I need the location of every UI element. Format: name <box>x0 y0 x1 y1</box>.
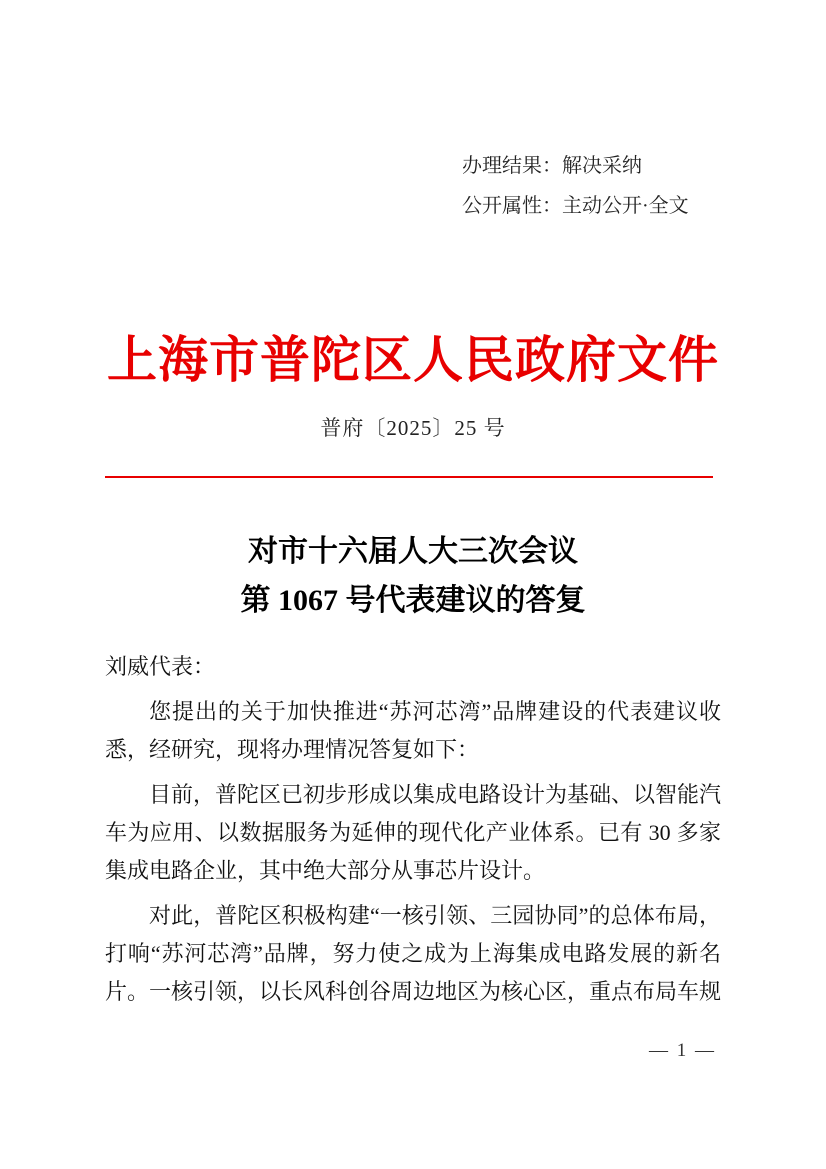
document-title-line2: 第 1067 号代表建议的答复 <box>240 584 586 617</box>
body-paragraph: 目前，普陀区已初步形成以集成电路设计为基础、以智能汽车为应用、以数据服务为延伸的现代化产业体系。已有 30 多家集成电路企业，其中绝大部分从事芯片设计。 <box>105 782 722 883</box>
body-paragraph: 您提出的关于加快推进“苏河芯湾”品牌建设的代表建议收悉，经研究，现将办理情况答复如下： <box>105 699 721 762</box>
meta-block <box>462 146 689 226</box>
publicity-attribute-line: 公开属性：主动公开·全文 <box>462 195 689 217</box>
document-body <box>105 648 721 1011</box>
document-title <box>0 527 826 625</box>
body-paragraph: 对此，普陀区积极构建“一核引领、三园协同”的总体布局，打响“苏河芯湾”品牌，努力使之成为上海集成电路发展的新名片。一核引领，以长风科创谷周边地区为核心区，重点布局车规 <box>105 903 722 1004</box>
document-number: 普府〔2025〕25 号 <box>320 416 506 440</box>
red-divider-line <box>105 476 713 478</box>
document-title-line1: 对市十六届人大三次会议 <box>248 535 578 568</box>
salutation: 刘威代表： <box>105 654 216 679</box>
page-number: — 1 — <box>649 1040 716 1061</box>
handling-result-line: 办理结果：解决采纳 <box>462 155 642 177</box>
masthead-title: 上海市普陀区人民政府文件 <box>107 332 719 388</box>
